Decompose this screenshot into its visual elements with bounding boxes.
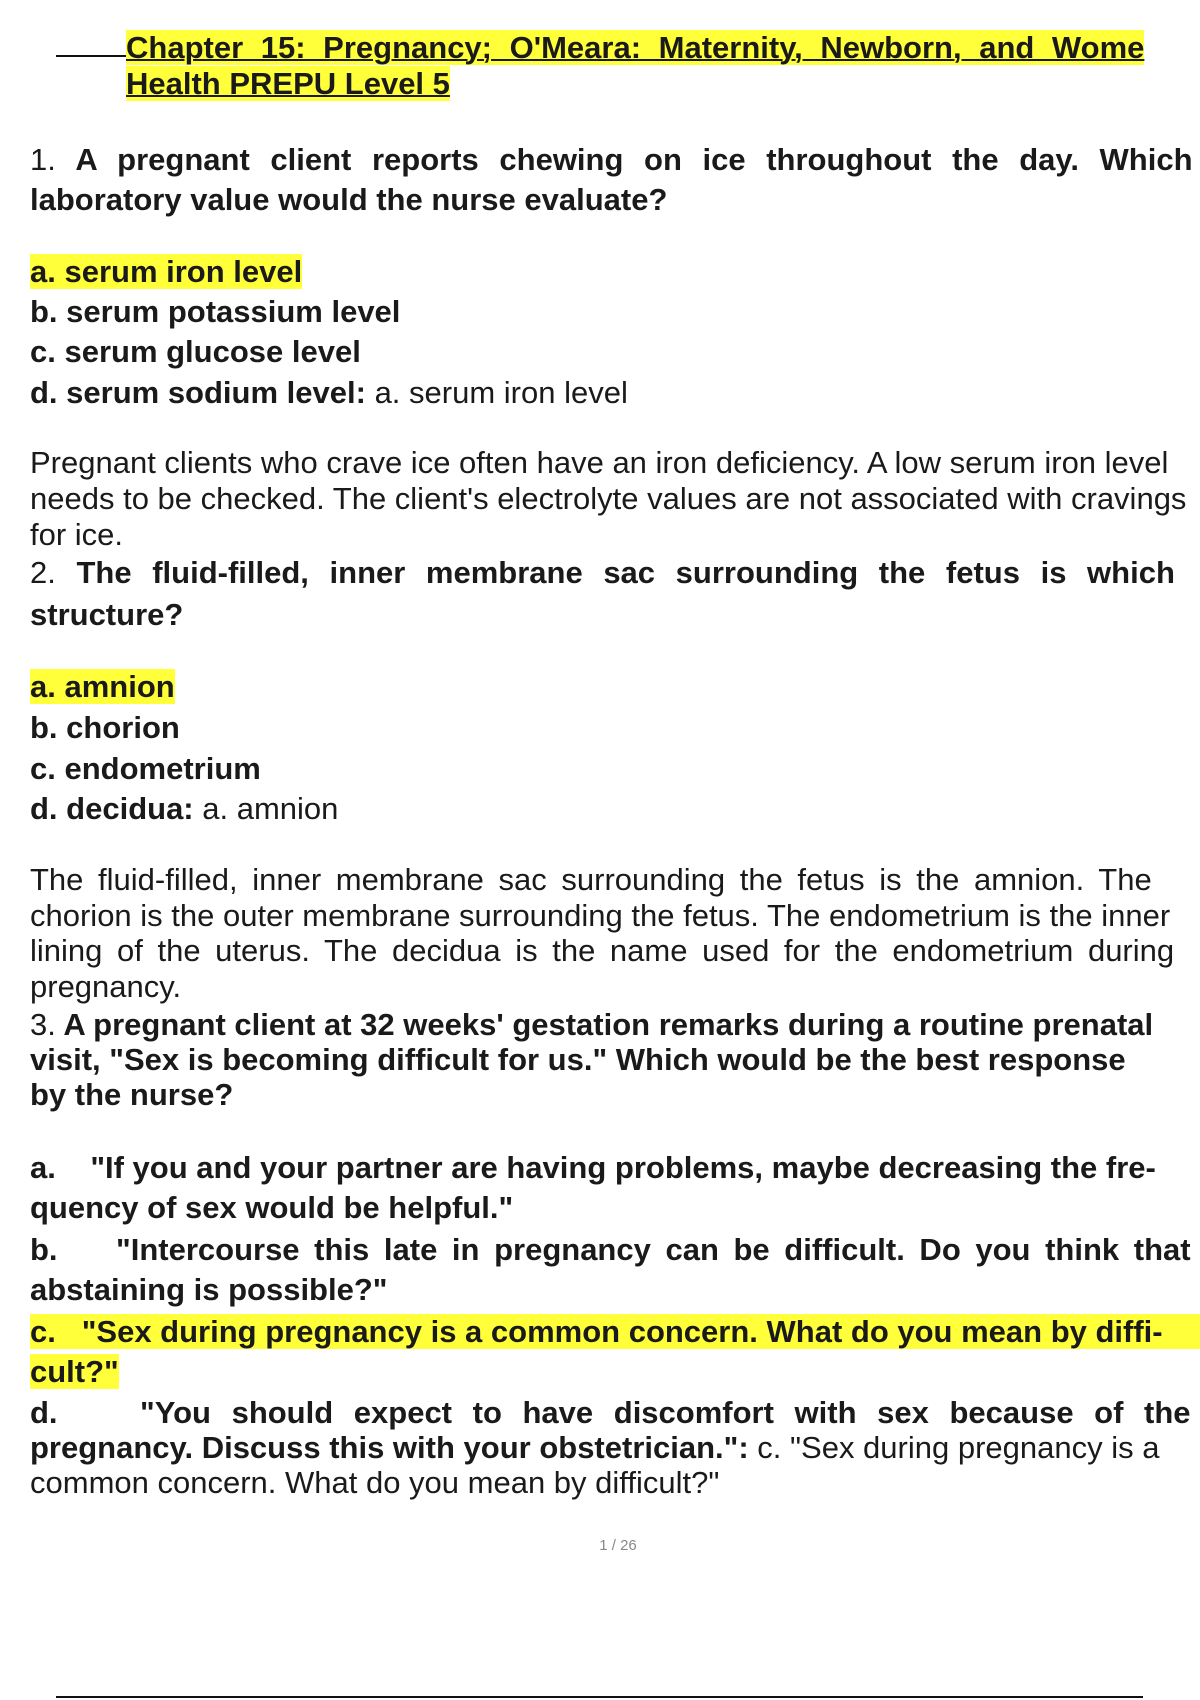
title-line-2: Health PREPU Level 5 bbox=[126, 66, 450, 101]
q2-explanation-line-2: chorion is the outer membrane surrounding the fetus. The endometrium is the inner bbox=[30, 898, 1171, 933]
q2-explanation-line-3: lining of the uterus. The decidua is the name used for the endometrium during bbox=[30, 933, 1175, 968]
title-line-1: Chapter 15: Pregnancy; O'Meara: Maternity, Newborn, and Wome bbox=[126, 30, 1145, 65]
question-stem-line: structure? bbox=[30, 597, 184, 632]
q3-option-c-cont bbox=[30, 1352, 1200, 1392]
answer-text: c. "Sex during pregnancy is a bbox=[757, 1430, 1160, 1465]
option-text: "Intercourse this late in pregnancy can be difficult. Do you think that bbox=[116, 1232, 1191, 1267]
option-text: d. decidua: bbox=[30, 791, 194, 826]
q3-option-c bbox=[30, 1312, 1200, 1352]
question-1-stem-cont bbox=[30, 180, 1200, 220]
option-text: pregnancy. Discuss this with your obstetrician.": bbox=[30, 1430, 749, 1465]
option-letter: b. bbox=[30, 1232, 58, 1267]
correct-option-highlight: a. serum iron level bbox=[30, 254, 303, 289]
q2-option-c: c. endometrium bbox=[30, 751, 261, 786]
q3-option-d-cont bbox=[30, 1428, 1200, 1468]
correct-option-highlight bbox=[30, 1314, 1200, 1349]
q3-option-b bbox=[30, 1230, 1200, 1270]
option-letter: a. bbox=[30, 1150, 56, 1185]
q1-option-d bbox=[30, 373, 1200, 413]
q3-option-a bbox=[30, 1148, 1200, 1188]
q1-explanation-line-1: Pregnant clients who crave ice often have an iron deficiency. A low serum iron level bbox=[30, 445, 1169, 480]
option-letter: d. bbox=[30, 1395, 58, 1430]
question-stem-line: A pregnant client reports chewing on ice throughout the day. Which bbox=[75, 142, 1193, 177]
q1-option-a bbox=[30, 252, 1200, 292]
q2-option-d bbox=[30, 789, 1200, 829]
q3-option-a-cont: quency of sex would be helpful." bbox=[30, 1190, 514, 1225]
option-letter: c. bbox=[30, 1314, 56, 1349]
title-rule bbox=[56, 55, 126, 57]
question-3-stem-cont: visit, "Sex is becoming difficult for us." Which would be the best response bbox=[30, 1042, 1126, 1077]
answer-text: a. serum iron level bbox=[374, 375, 628, 410]
option-text: "If you and your partner are having problems, maybe decreasing the fre- bbox=[90, 1150, 1156, 1185]
q2-option-a bbox=[30, 667, 1200, 707]
answer-text: a. amnion bbox=[202, 791, 339, 826]
correct-option-highlight: a. amnion bbox=[30, 669, 175, 704]
question-stem-line: laboratory value would the nurse evaluate? bbox=[30, 182, 668, 217]
question-1-stem bbox=[30, 140, 1200, 180]
q2-option-b: b. chorion bbox=[30, 710, 180, 745]
chapter-title bbox=[126, 30, 1200, 102]
q3-option-d bbox=[30, 1393, 1200, 1433]
q1-explanation-line-3: for ice. bbox=[30, 517, 124, 552]
question-number: 2. bbox=[30, 555, 56, 590]
q3-option-b-cont: abstaining is possible?" bbox=[30, 1272, 388, 1307]
question-stem-line: The fluid-filled, inner membrane sac surrounding the fetus is which bbox=[76, 555, 1175, 590]
q2-explanation-line-1: The fluid-filled, inner membrane sac surrounding the fetus is the amnion. The bbox=[30, 862, 1152, 897]
q3-answer-cont: common concern. What do you mean by difficult?" bbox=[30, 1465, 720, 1500]
correct-option-highlight: cult?" bbox=[30, 1354, 119, 1389]
q2-explanation-line-4: pregnancy. bbox=[30, 969, 182, 1004]
question-stem-line: A pregnant client at 32 weeks' gestation remarks during a routine prenatal bbox=[63, 1007, 1154, 1042]
option-text: "Sex during pregnancy is a common concern. What do you mean by diffi- bbox=[81, 1314, 1163, 1349]
page-number: 1 / 26 bbox=[599, 1537, 637, 1554]
question-number: 1. bbox=[30, 142, 56, 177]
question-3-stem-cont: by the nurse? bbox=[30, 1077, 234, 1112]
option-text: d. serum sodium level: bbox=[30, 375, 366, 410]
question-3-stem bbox=[30, 1005, 1200, 1045]
question-2-stem bbox=[30, 553, 1200, 593]
bottom-rule bbox=[56, 1696, 1143, 1698]
q1-explanation-line-2: needs to be checked. The client's electrolyte values are not associated with cravings bbox=[30, 481, 1187, 516]
option-text: "You should expect to have discomfort with sex because of the bbox=[140, 1395, 1191, 1430]
q1-option-c: c. serum glucose level bbox=[30, 334, 361, 369]
question-number: 3. bbox=[30, 1007, 56, 1042]
question-2-stem-cont bbox=[30, 595, 1200, 635]
q1-option-b: b. serum potassium level bbox=[30, 294, 401, 329]
